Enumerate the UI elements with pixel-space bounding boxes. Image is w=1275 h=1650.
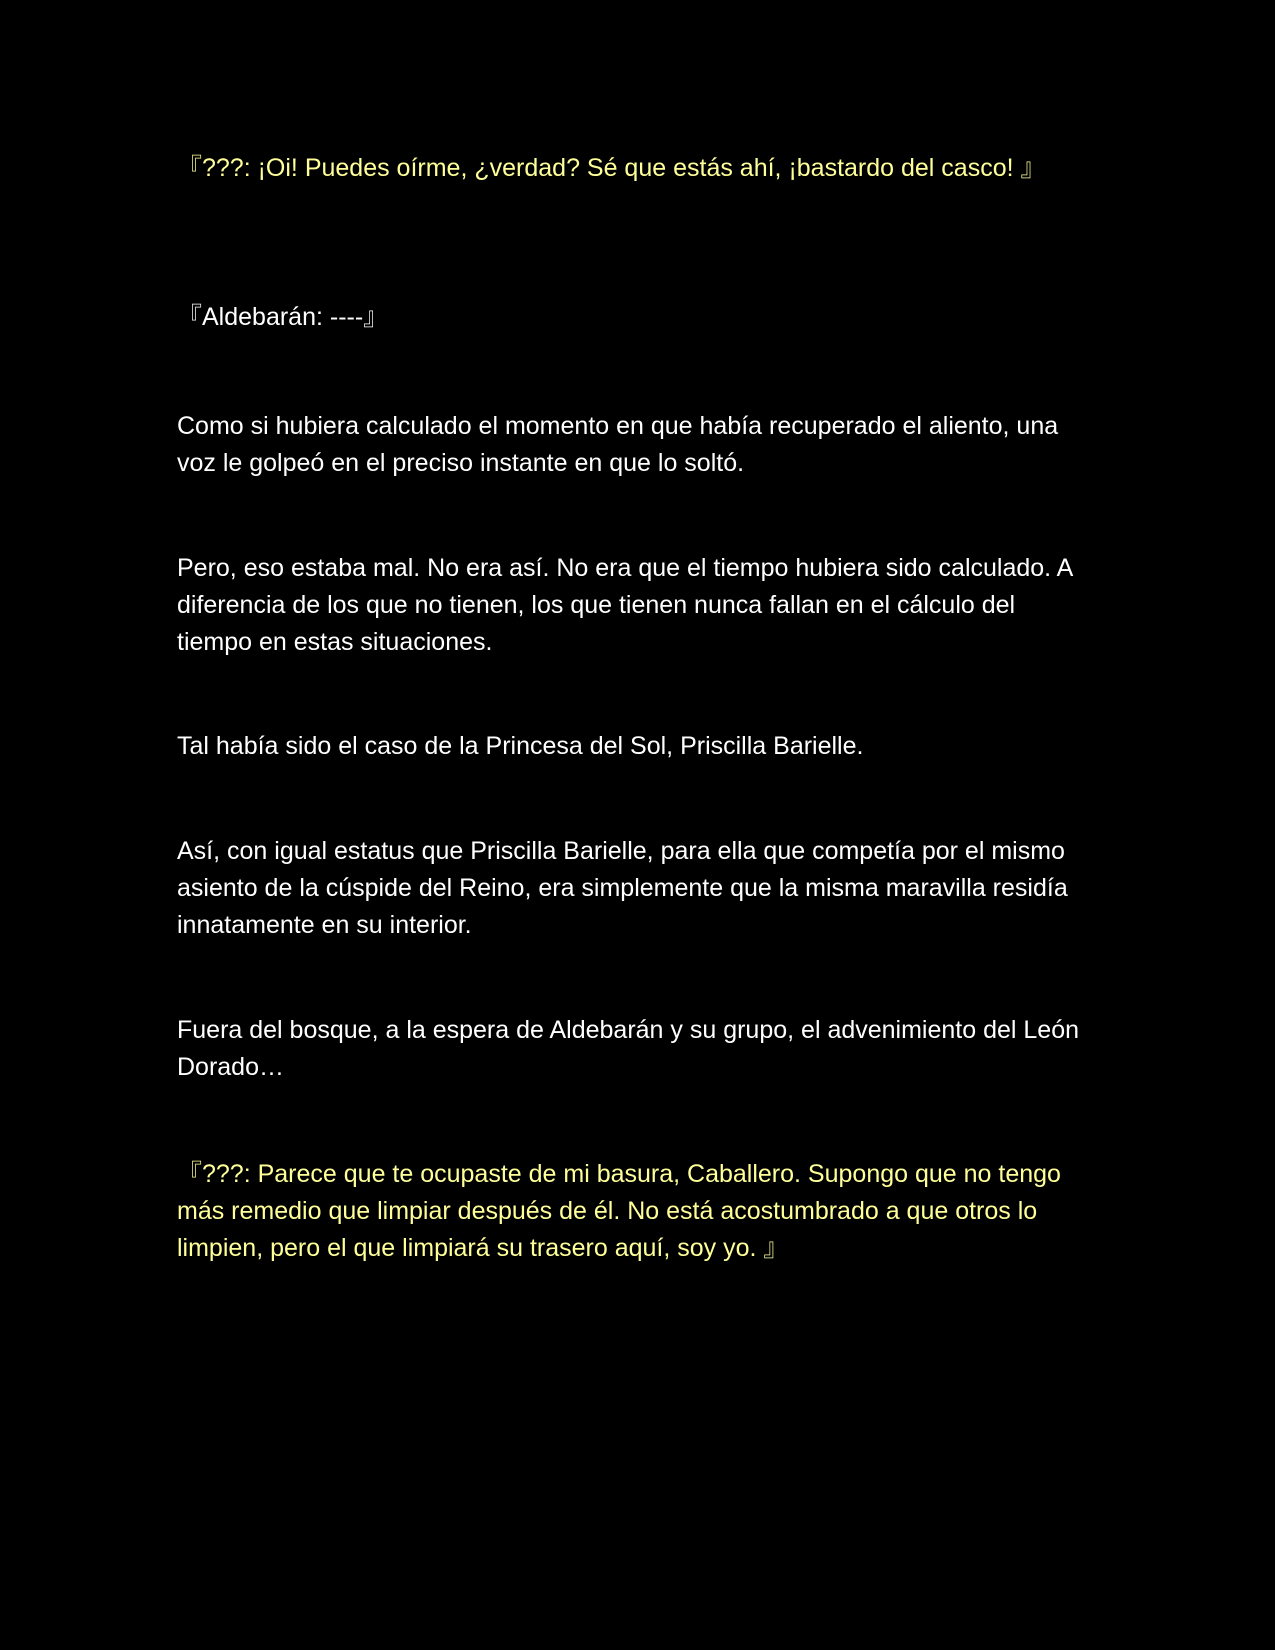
dialogue-unknown-shout: 『???: ¡Oi! Puedes oírme, ¿verdad? Sé que estás ahí, ¡bastardo del casco! 』	[177, 154, 1046, 182]
narration-paragraph-golden-lion: Fuera del bosque, a la espera de Aldebarán y su grupo, el advenimiento del León Dorado…	[177, 1016, 1080, 1081]
narration-paragraph-breath: Como si hubiera calculado el momento en que había recuperado el aliento, una voz le golpeó en el preciso instante en que lo soltó.	[177, 412, 1059, 477]
narration-paragraph-priscilla: Tal había sido el caso de la Princesa del Sol, Priscilla Barielle.	[177, 732, 864, 760]
dialogue-unknown-knight: 『???: Parece que te ocupaste de mi basura, Caballero. Supongo que no tengo más remedio que limpiar después de él. No está acostumbrado a que otros lo limpien, pero el que limpiará su trasero aquí, soy yo. 』	[177, 1160, 1061, 1262]
narration-paragraph-status: Así, con igual estatus que Priscilla Barielle, para ella que competía por el mismo asiento de la cúspide del Reino, era simplemente que la misma maravilla residía innatamente en su interior.	[177, 837, 1068, 939]
narration-paragraph-timing: Pero, eso estaba mal. No era así. No era que el tiempo hubiera sido calculado. A diferencia de los que no tienen, los que tienen nunca fallan en el cálculo del tiempo en estas situaciones.	[177, 554, 1072, 656]
dialogue-aldebaran: 『Aldebarán: ----』	[177, 303, 389, 331]
